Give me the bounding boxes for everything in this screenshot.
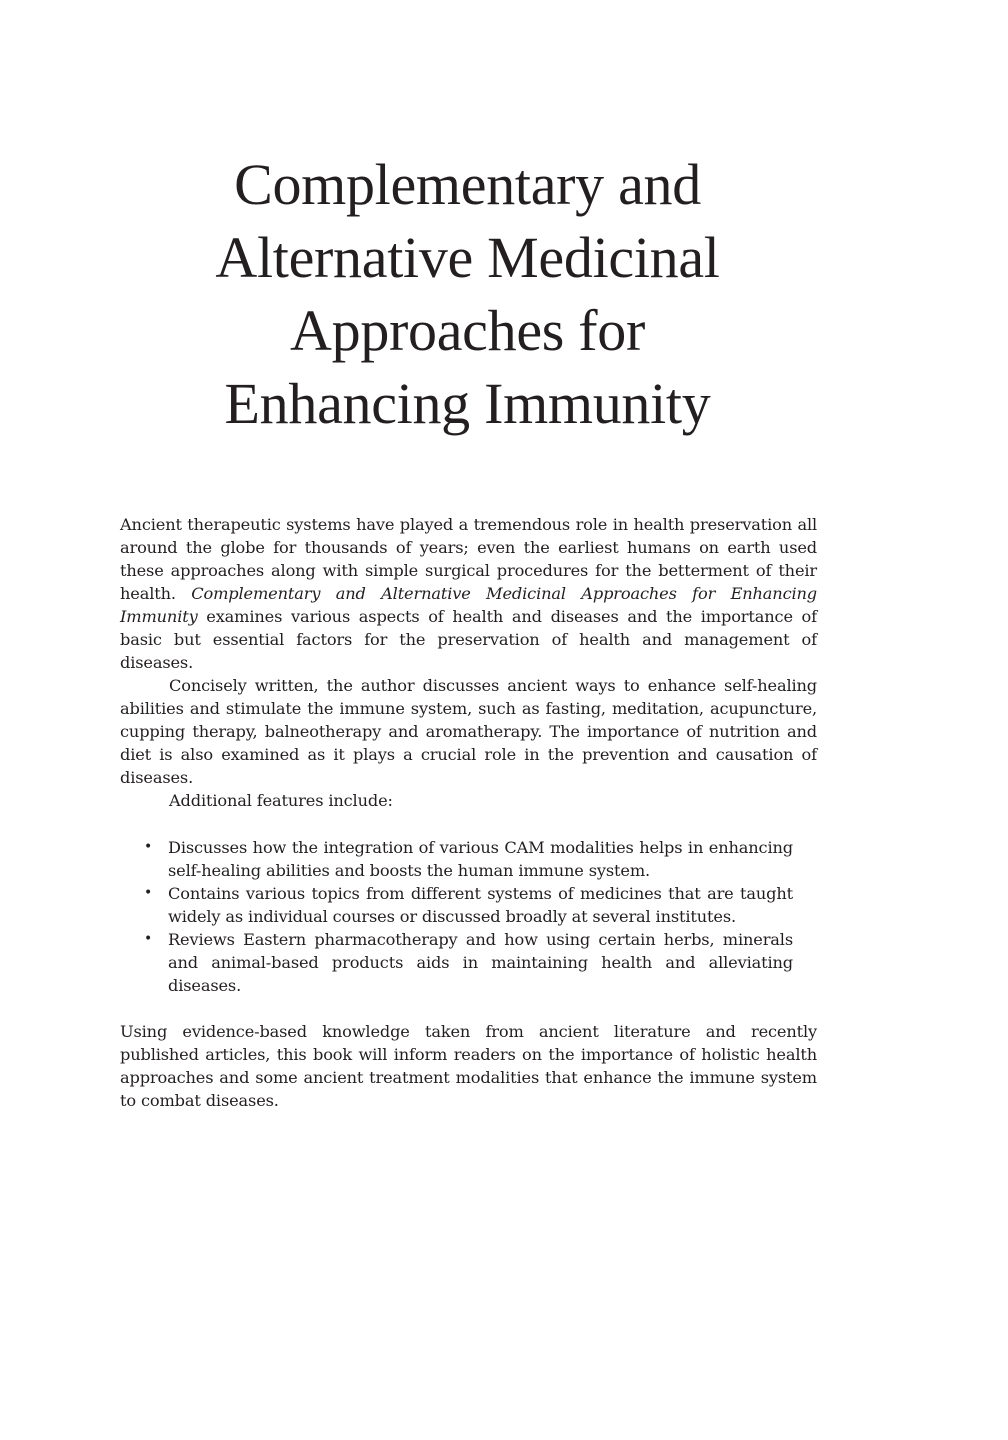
list-item: [144, 836, 793, 882]
feature-text: Discusses how the integration of various CAM modalities helps in enhancing self-healing abilities and boosts the human immune system.: [168, 838, 793, 880]
features-list: [120, 836, 817, 997]
bullet-icon: •: [144, 885, 153, 901]
bullet-icon: •: [144, 931, 153, 947]
feature-text: Contains various topics from different systems of medicines that are taught widely as individual courses or discussed broadly at several institutes.: [168, 884, 793, 926]
list-item: [144, 882, 793, 928]
title-line-4: Enhancing Immunity: [224, 371, 711, 436]
feature-text: Reviews Eastern pharmacotherapy and how using certain herbs, minerals and animal-based products aids in maintaining health and alleviating diseases.: [168, 930, 793, 995]
list-item: [144, 928, 793, 997]
features-intro: Additional features include:: [169, 791, 393, 810]
author-paragraph: Concisely written, the author discusses ancient ways to enhance self-healing abilities and stimulate the immune system, such as fasting, meditation, acupuncture, cupping therapy, balneotherapy and aromatherapy. The importance of nutrition and diet is also examined as it plays a crucial role in the prevention and causation of diseases.: [120, 676, 817, 787]
intro-paragraph: [120, 513, 817, 674]
closing-paragraph: Using evidence-based knowledge taken from ancient literature and recently published articles, this book will inform readers on the importance of holistic health approaches and some ancient treatment modalities that enhance the immune system to combat diseases.: [120, 1022, 817, 1110]
title-line-2: Alternative Medicinal: [215, 225, 720, 290]
description-body: [120, 513, 817, 1112]
intro-book-title-italic: Complementary and Alternative Medicinal Approaches for Enhancing Immunity: [120, 584, 818, 626]
title-line-3: Approaches for: [290, 298, 645, 363]
intro-text: Ancient therapeutic systems have played a tremendous role in health preservation all around the globe for thousands of years; even the earliest humans on earth used these approaches along with simple surgical procedures for the betterment of their health.: [120, 515, 817, 603]
book-title: [120, 148, 815, 440]
bullet-icon: •: [144, 839, 153, 855]
intro-text-continued: examines various aspects of health and diseases and the importance of basic but essential factors for the preservation of health and management of diseases.: [120, 607, 817, 672]
title-line-1: Complementary and: [234, 152, 701, 217]
